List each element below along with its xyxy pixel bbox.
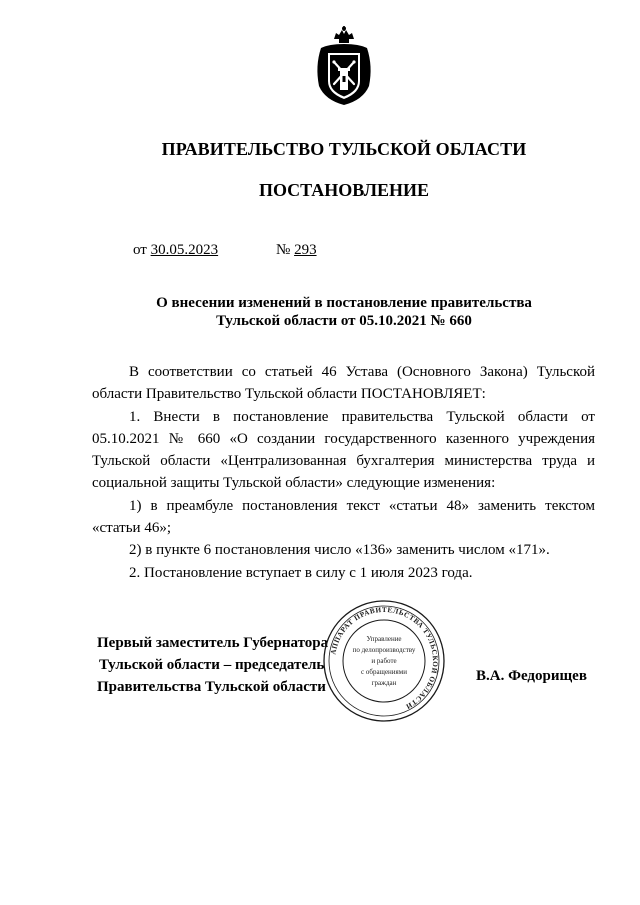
stamp-inner-line: и работе — [371, 657, 397, 665]
document-date — [133, 242, 218, 259]
signatory-position-line: Первый заместитель Губернатора — [97, 635, 329, 651]
body-paragraph: В соответствии со статьей 46 Устава (Основного Закона) Тульской области Правительство Тульской области ПОСТАНОВЛЯЕТ: — [92, 364, 595, 403]
stamp-inner-line: граждан — [371, 679, 397, 687]
body-paragraph: 2) в пункте 6 постановления число «136» заменить числом «171». — [129, 542, 550, 559]
number-prefix: № — [276, 242, 291, 258]
heading-line: Тульской области от 05.10.2021 № 660 — [216, 313, 472, 329]
government-title: ПРАВИТЕЛЬСТВО ТУЛЬСКОЙ ОБЛАСТИ — [161, 139, 527, 159]
stamp-ring-text: АППАРАТ ПРАВИТЕЛЬСТВА ТУЛЬСКОЙ ОБЛАСТИ — [329, 605, 440, 711]
document-type-title: ПОСТАНОВЛЕНИЕ — [258, 180, 430, 200]
body-paragraph: 2. Постановление вступает в силу с 1 июля 2023 года. — [129, 564, 473, 581]
official-stamp-seal — [322, 599, 446, 723]
document-number — [276, 242, 317, 259]
date-value: 30.05.2023 — [150, 242, 219, 258]
body-paragraph: 1. Внести в постановление правительства Тульской области от 05.10.2021 № 660 «О создании государственного казенного учреждения Тульской области «Централизованная бухгалтерия министерства труда и социальной защиты Тульской области» следующие изменения: — [92, 408, 595, 492]
stamp-inner-line: по делопроизводству — [352, 646, 416, 654]
document-body — [92, 361, 595, 584]
heading-line: О внесении изменений в постановление правительства — [156, 295, 532, 311]
signatory-position-line: Тульской области – председатель — [99, 657, 325, 673]
signatory-name: В.А. Федорищев — [476, 668, 587, 684]
number-value: 293 — [294, 242, 317, 258]
signatory-position — [97, 632, 328, 698]
signatory-position-line: Правительства Тульской области — [97, 679, 326, 695]
stamp-inner-line: с обращениями — [361, 668, 407, 676]
tula-coat-of-arms-emblem — [311, 26, 377, 106]
date-prefix: от — [133, 242, 147, 258]
stamp-inner-line: Управление — [366, 635, 402, 643]
document-heading — [0, 294, 640, 330]
body-paragraph: 1) в преамбуле постановления текст «статьи 48» заменить текстом «статьи 46»; — [92, 497, 595, 537]
